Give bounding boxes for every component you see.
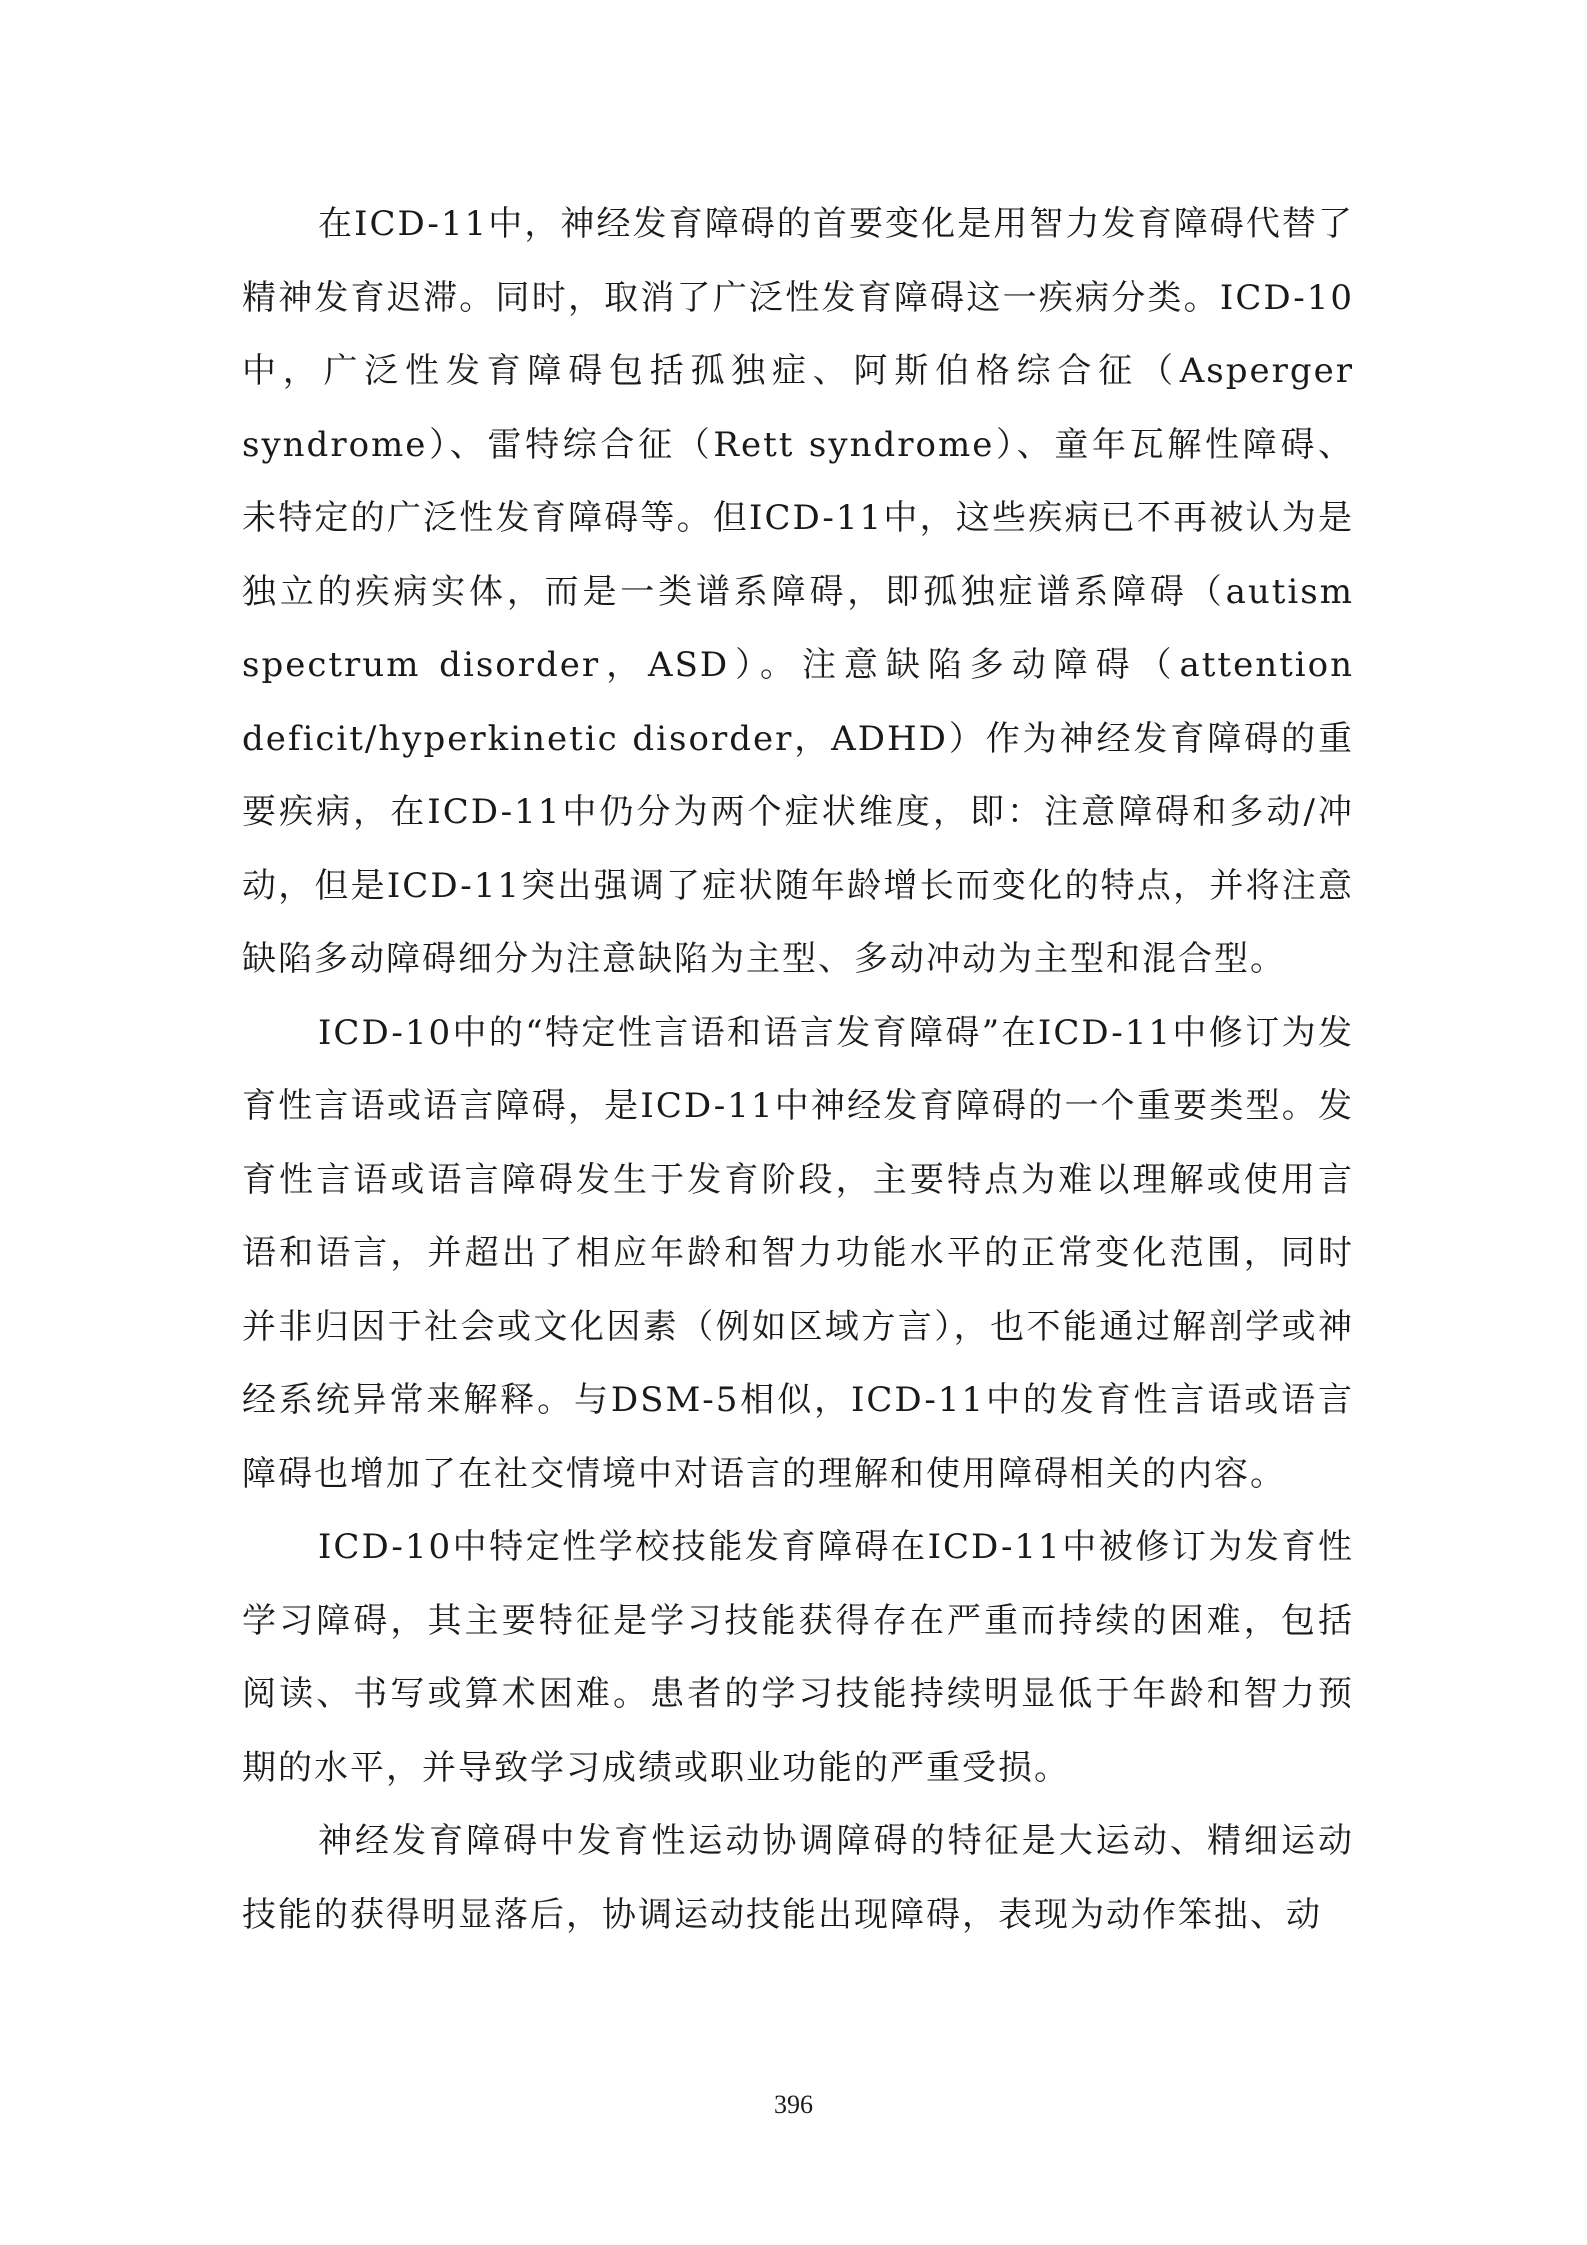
paragraph-learning-disorder: ICD-10中特定性学校技能发育障碍在ICD-11中被修订为发育性学习障碍，其主要特征是学习技能获得存在严重而持续的困难，包括阅读、书写或算术困难。患者的学习技能持续明显低于年龄和智力预期的水平，并导致学习成绩或职业功能的严重受损。 [242, 1527, 1354, 1788]
page-number: 396 [774, 2090, 813, 2119]
paragraph-motor-coordination-disorder: 神经发育障碍中发育性运动协调障碍的特征是大运动、精细运动技能的获得明显落后，协调运动技能出现障碍，表现为动作笨拙、动 [242, 1821, 1354, 1935]
body-text [242, 188, 1354, 1952]
paragraph-speech-language-disorder: ICD-10中的“特定性言语和语言发育障碍”在ICD-11中修订为发育性言语或语言障碍，是ICD-11中神经发育障碍的一个重要类型。发育性言语或语言障碍发生于发育阶段，主要特点为难以理解或使用言语和语言，并超出了相应年龄和智力功能水平的正常变化范围，同时并非归因于社会或文化因素（例如区域方言），也不能通过解剖学或神经系统异常来解释。与DSM-5相似，ICD-11中的发育性言语或语言障碍也增加了在社交情境中对语言的理解和使用障碍相关的内容。 [242, 1012, 1354, 1494]
paragraph-icd11-neurodevelopmental: 在ICD-11中，神经发育障碍的首要变化是用智力发育障碍代替了精神发育迟滞。同时，取消了广泛性发育障碍这一疾病分类。ICD-10中，广泛性发育障碍包括孤独症、阿斯伯格综合征（Asperger syndrome）、雷特综合征（Rett syndrome）、童年瓦解性障碍、未特定的广泛性发育障碍等。但ICD-11中，这些疾病已不再被认为是独立的疾病实体，而是一类谱系障碍，即孤独症谱系障碍（autism spectrum disorder，ASD）。注意缺陷多动障碍（attention deficit/hyperkinetic disorder，ADHD）作为神经发育障碍的重要疾病，在ICD-11中仍分为两个症状维度，即：注意障碍和多动/冲动，但是ICD-11突出强调了症状随年龄增长而变化的特点，并将注意缺陷多动障碍细分为注意缺陷为主型、多动冲动为主型和混合型。 [242, 204, 1354, 979]
